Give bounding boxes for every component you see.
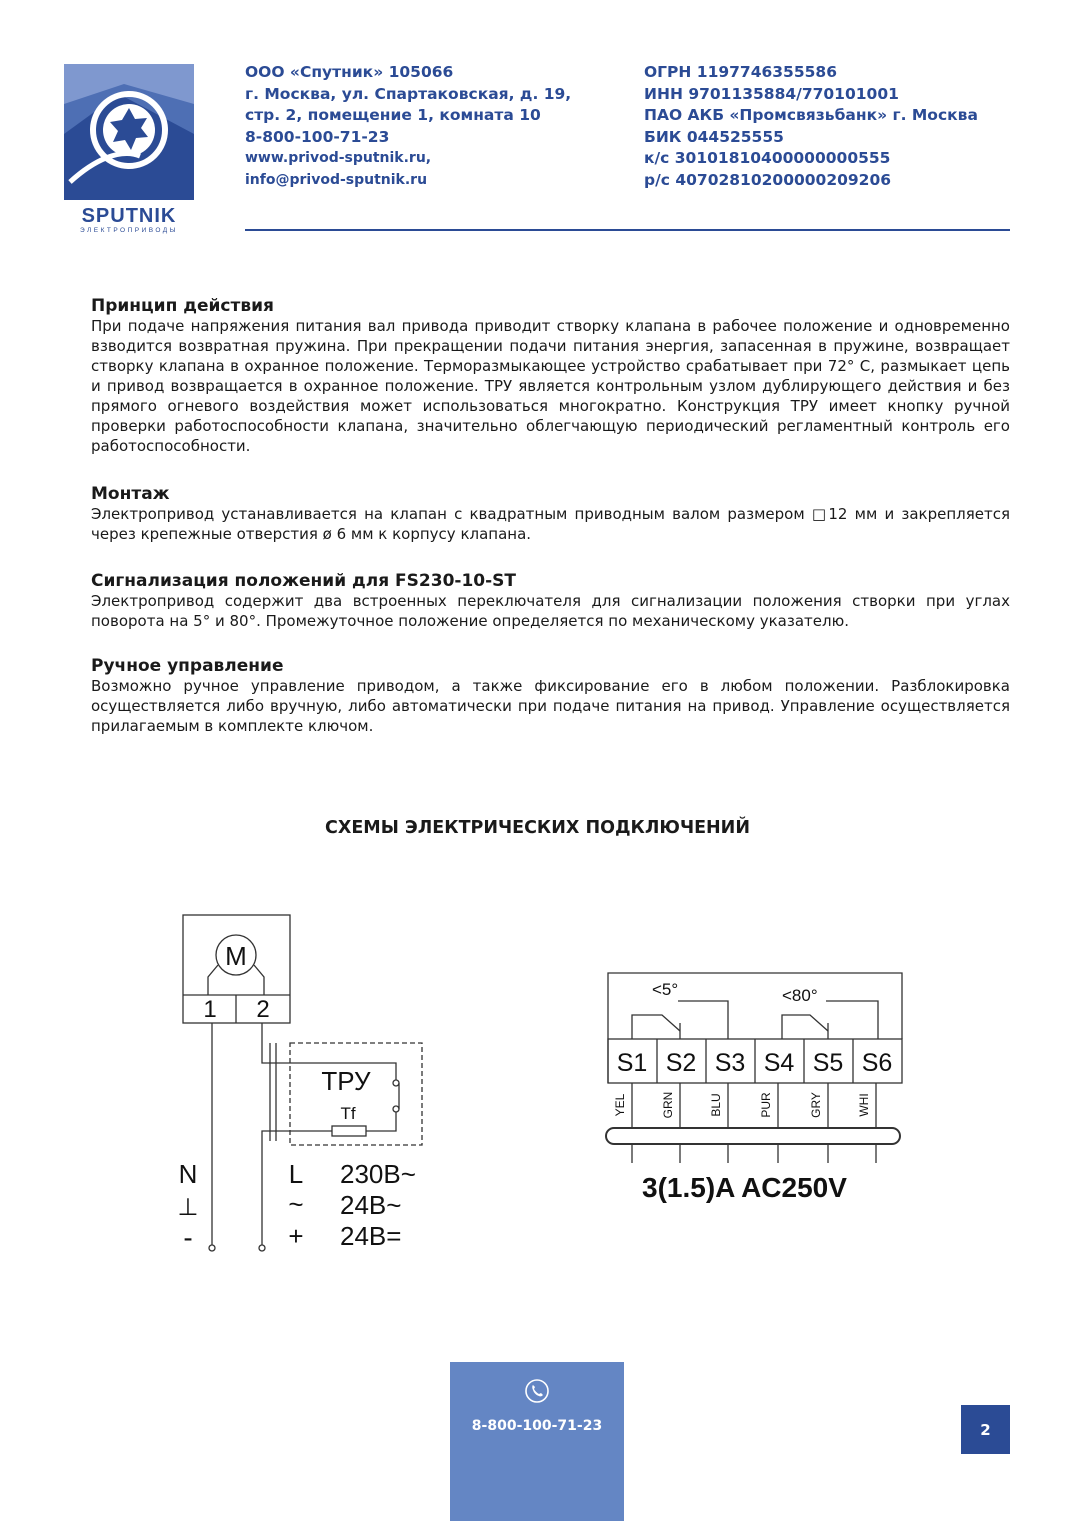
wire-color-blu: BLU — [709, 1093, 723, 1117]
tru-label: ТРУ — [321, 1066, 371, 1096]
header-bank-info — [644, 62, 978, 192]
page-number: 2 — [961, 1405, 1010, 1454]
header-divider — [245, 229, 1010, 231]
wire-color-grn: GRN — [661, 1091, 675, 1119]
wiring-diagram-switches — [600, 965, 910, 1215]
section-text: При подаче напряжения питания вал привода приводит створку клапана в рабочее положение и одновременно взводится возвратная пружина. При прекращении подачи питания энергия, запасенная в пружине, возвращает створку клапана в охранное положение. Терморазмыкающее устройство срабатывает при 72° C, размыкает цепь и привод возвращается в охранное положение. ТРУ является контрольным узлом дублирующего действия и без прямого огневого воздействия может использоваться многократно. Конструкция ТРУ имеет кнопку ручной проверки работоспособности клапана, значительно облегчающую периодический регламентный контроль его работоспособности. — [91, 317, 1010, 455]
phone-icon — [523, 1377, 551, 1405]
terminal-1: 1 — [203, 996, 217, 1023]
wire-label-neutral: N — [178, 1159, 198, 1189]
company-logo — [64, 64, 194, 234]
wire-label-plus: + — [288, 1221, 304, 1251]
header-phone: 8-800-100-71-23 — [245, 127, 390, 146]
section-title: Сигнализация положений для FS230-10-ST — [91, 571, 516, 591]
header-address-line: стр. 2, помещение 1, комната 10 — [245, 106, 541, 125]
wire-color-yel: YEL — [613, 1093, 627, 1117]
header-address-line: г. Москва, ул. Спартаковская, д. 19, — [245, 84, 572, 103]
terminal-s4: S4 — [763, 1049, 795, 1077]
wire-label-minus: - — [183, 1222, 193, 1253]
header-website-link[interactable]: www.privod-sputnik.ru, — [245, 150, 432, 167]
section-signaling — [91, 571, 1010, 631]
wire-label-ground: ⊥ — [177, 1194, 199, 1221]
terminal-2: 2 — [256, 996, 270, 1023]
section-title: Монтаж — [91, 484, 170, 504]
wiring-diagram-motor — [170, 905, 440, 1265]
wire-label-ac: ~ — [288, 1189, 304, 1219]
section-title: Принцип действия — [91, 296, 274, 316]
section-principle — [91, 296, 1010, 456]
voltage-230ac: 230В~ — [340, 1159, 416, 1189]
header-email-link[interactable]: info@privod-sputnik.ru — [245, 171, 428, 188]
logo-brand: SPUTNIK — [81, 205, 177, 227]
logo-tagline: ЭЛЕКТРОПРИВОДЫ — [80, 227, 178, 234]
header-company-info — [245, 62, 571, 192]
voltage-24ac: 24В~ — [340, 1190, 402, 1220]
section-text: Электропривод устанавливается на клапан с квадратным приводным валом размером □12 мм и закрепляется через крепежные отверстия ø 6 мм к корпусу клапана. — [91, 505, 1010, 543]
header-inn: ИНН 9701135884/770101001 — [644, 84, 899, 103]
terminal-s3: S3 — [714, 1049, 746, 1077]
diagrams-title: СХЕМЫ ЭЛЕКТРИЧЕСКИХ ПОДКЛЮЧЕНИЙ — [325, 818, 750, 838]
header-rs: р/с 40702810200000209206 — [644, 170, 892, 189]
angle-label-5: <5° — [652, 980, 679, 999]
section-title: Ручное управление — [91, 656, 284, 676]
section-text: Электропривод содержит два встроенных переключателя для сигнализации положения створки при углах поворота на 5° и 80°. Промежуточное положение определяется по механическому указателю. — [91, 592, 1010, 630]
wire-color-whi: WHI — [857, 1093, 871, 1117]
wire-color-pur: PUR — [759, 1092, 773, 1118]
wire-color-gry: GRY — [809, 1092, 823, 1118]
header-ogrn: ОГРН 1197746355586 — [644, 63, 837, 81]
switch-rating: 3(1.5)A AC250V — [642, 1172, 847, 1203]
header-company-line: ООО «Спутник» 105066 — [245, 63, 454, 81]
angle-label-80: <80° — [782, 986, 818, 1005]
voltage-24dc: 24В= — [340, 1221, 402, 1251]
tf-label: Tf — [340, 1104, 356, 1123]
wire-label-line: L — [288, 1159, 304, 1189]
header-bik: БИК 044525555 — [644, 127, 784, 146]
terminal-s6: S6 — [861, 1049, 893, 1077]
section-mounting — [91, 484, 1010, 544]
terminal-s1: S1 — [616, 1049, 648, 1077]
section-manual — [91, 656, 1010, 736]
header-bank: ПАО АКБ «Промсвязьбанк» г. Москва — [644, 106, 978, 125]
section-text: Возможно ручное управление приводом, а также фиксирование его в любом положении. Разблокировка осуществляется либо вручную, либо автоматически при подаче питания на привод. Управление осуществляется прилагаемым в комплекте ключом. — [91, 677, 1010, 735]
motor-label: M — [225, 941, 247, 971]
terminal-s5: S5 — [812, 1049, 844, 1077]
header-ks: к/с 30101810400000000555 — [644, 149, 891, 168]
terminal-s2: S2 — [665, 1049, 697, 1077]
footer-phone[interactable]: 8-800-100-71-23 — [471, 1418, 603, 1434]
